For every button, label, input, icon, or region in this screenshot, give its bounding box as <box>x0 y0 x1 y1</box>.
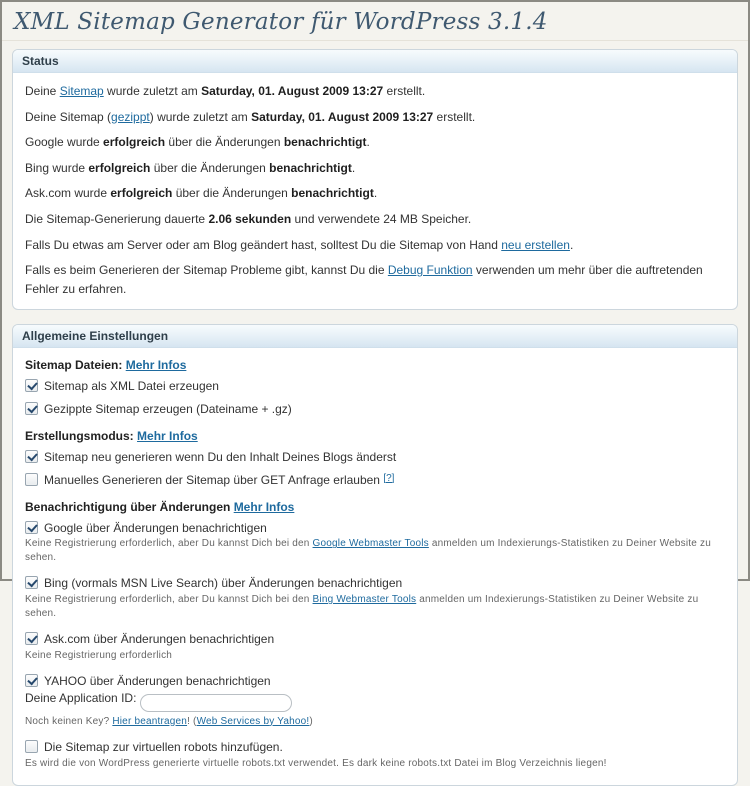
status-emph: erfolgreich <box>88 160 151 175</box>
general-settings-header: Allgemeine Einstellungen <box>13 325 737 348</box>
status-emph: benachrichtigt <box>291 186 374 201</box>
status-text: verwenden um mehr über die auftretenden Fehler zu erfahren. <box>25 263 703 296</box>
google-webmaster-tools-link[interactable]: Google Webmaster Tools <box>312 538 429 550</box>
status-text: erstellt. <box>433 109 476 124</box>
status-text: über die Änderungen <box>150 160 270 175</box>
sitemap-link[interactable]: Sitemap <box>59 84 104 98</box>
robots-note: Es wird die von WordPress generierte virtuelle robots.txt verwendet. Es dark keine robots.txt Datei im Blog Verzeichnis liegen! <box>25 757 607 769</box>
xml-checkbox[interactable] <box>25 379 38 392</box>
status-date: Saturday, 01. August 2009 13:27 <box>251 109 434 124</box>
status-panel-header: Status <box>13 50 737 73</box>
status-text: Bing wurde <box>25 160 89 175</box>
debug-funktion-link[interactable]: Debug Funktion <box>387 263 473 278</box>
note-text: ! ( <box>187 715 197 727</box>
sitemap-files-heading <box>25 358 725 372</box>
note-text: ) <box>309 715 313 727</box>
mehr-infos-link-build[interactable]: Mehr Infos <box>137 428 198 443</box>
application-id-input[interactable] <box>140 694 292 712</box>
application-id-row <box>25 691 725 712</box>
status-line-bing <box>25 159 725 178</box>
build-mode-heading <box>25 429 725 443</box>
status-line-sitemap-gz <box>25 108 725 127</box>
yahoo-key-note <box>25 715 725 729</box>
gzip-checkbox-label: Gezippte Sitemap erzeugen (Dateiname + .gz) <box>44 402 292 417</box>
note-text: anmelden um Indexierungs-Statistiken zu Deiner Website zu sehen. <box>25 594 699 620</box>
auto-rebuild-row <box>25 449 725 466</box>
status-line-google <box>25 133 725 152</box>
note-text: Keine Registrierung erforderlich, aber Du kannst Dich bei den <box>25 594 313 606</box>
google-notify-checkbox[interactable] <box>25 521 38 534</box>
status-text: wurde zuletzt am <box>103 84 202 98</box>
status-text: . <box>373 186 378 201</box>
note-text: anmelden um Indexierungs-Statistiken zu Deiner Website zu sehen. <box>25 538 711 564</box>
yahoo-web-services-link[interactable]: Web Services by Yahoo! <box>196 715 310 727</box>
status-emph: benachrichtigt <box>283 135 367 150</box>
status-line-sitemap <box>25 82 725 101</box>
status-emph: erfolgreich <box>103 135 166 150</box>
get-help-link[interactable]: [?] <box>383 472 395 484</box>
notify-heading <box>25 500 725 514</box>
status-text: . <box>569 237 574 252</box>
general-settings-content <box>13 348 737 784</box>
general-settings-panel <box>12 324 738 785</box>
robots-checkbox[interactable] <box>25 740 38 753</box>
status-text: erstellt. <box>383 84 426 98</box>
bing-notify-label: Bing (vormals MSN Live Search) über Änderungen benachrichtigen <box>44 576 403 591</box>
google-notify-row <box>25 520 725 537</box>
bing-notify-row <box>25 575 725 592</box>
status-text: Ask.com wurde <box>25 186 111 201</box>
yahoo-notify-checkbox[interactable] <box>25 674 38 687</box>
status-text: über die Änderungen <box>165 135 284 150</box>
gzip-file-row <box>25 401 725 418</box>
robots-row <box>25 739 725 756</box>
status-line-generation <box>25 210 725 229</box>
mehr-infos-link-files[interactable]: Mehr Infos <box>125 358 187 373</box>
xml-file-row <box>25 378 725 395</box>
ask-notify-label: Ask.com über Änderungen benachrichtigen <box>44 632 275 647</box>
robots-label: Die Sitemap zur virtuellen robots hinzufügen. <box>44 739 283 754</box>
application-id-label: Deine Application ID: <box>25 690 137 705</box>
status-text: Deine Sitemap ( <box>25 109 112 124</box>
status-panel-content <box>13 73 737 309</box>
note-text: Keine Registrierung erforderlich, aber Du kannst Dich bei den <box>25 538 313 550</box>
status-text: Deine <box>25 84 60 98</box>
auto-rebuild-label: Sitemap neu generieren wenn Du den Inhalt Deines Blogs änderst <box>44 449 397 464</box>
note-text: Noch keinen Key? <box>25 715 113 727</box>
heading-label: Benachrichtigung über Änderungen <box>25 499 231 514</box>
bing-notify-note <box>25 593 725 621</box>
gezippt-link[interactable]: gezippt <box>111 109 150 124</box>
status-line-rebuild <box>25 236 725 255</box>
status-date: Saturday, 01. August 2009 13:27 <box>201 84 384 98</box>
status-text: und verwendete 24 MB Speicher. <box>291 211 472 226</box>
manual-build-label: Manuelles Generieren der Sitemap über GET Anfrage erlauben <box>44 472 384 487</box>
google-notify-label: Google über Änderungen benachrichtigen <box>44 520 267 535</box>
status-text: Die Sitemap-Generierung dauerte <box>25 211 209 226</box>
status-panel <box>12 49 738 310</box>
title-bar <box>2 2 748 41</box>
xml-checkbox-label: Sitemap als XML Datei erzeugen <box>44 379 219 394</box>
yahoo-notify-row <box>25 673 725 690</box>
neu-erstellen-link[interactable]: neu erstellen <box>501 237 570 252</box>
page-title: XML Sitemap Generator für WordPress 3.1.4 <box>14 9 548 35</box>
ask-notify-note: Keine Registrierung erforderlich <box>25 649 173 661</box>
status-text: . <box>366 135 370 150</box>
mehr-infos-link-notify[interactable]: Mehr Infos <box>233 499 295 514</box>
status-emph: erfolgreich <box>110 186 173 201</box>
hier-beantragen-link[interactable]: Hier beantragen <box>112 715 188 727</box>
status-text: ) wurde zuletzt am <box>149 109 252 124</box>
manual-build-checkbox[interactable] <box>25 473 38 486</box>
status-duration: 2.06 sekunden <box>208 211 292 226</box>
ask-notify-checkbox[interactable] <box>25 632 38 645</box>
status-line-debug <box>25 261 725 298</box>
bing-notify-checkbox[interactable] <box>25 576 38 589</box>
status-text: . <box>351 160 356 175</box>
ask-notify-row <box>25 631 725 648</box>
status-text: über die Änderungen <box>172 186 292 201</box>
status-emph: benachrichtigt <box>269 160 352 175</box>
auto-rebuild-checkbox[interactable] <box>25 450 38 463</box>
yahoo-notify-label: YAHOO über Änderungen benachrichtigen <box>44 673 271 688</box>
status-text: Falls es beim Generieren der Sitemap Probleme gibt, kannst Du die <box>25 263 388 278</box>
status-line-ask <box>25 184 725 203</box>
status-text: Falls Du etwas am Server oder am Blog geändert hast, solltest Du die Sitemap von Hand <box>25 237 502 252</box>
status-text: Google wurde <box>25 135 104 150</box>
manual-build-row <box>25 472 725 489</box>
heading-label: Sitemap Dateien: <box>25 358 123 373</box>
heading-label: Erstellungsmodus: <box>25 428 134 443</box>
google-notify-note <box>25 537 725 565</box>
gzip-checkbox[interactable] <box>25 402 38 415</box>
bing-webmaster-tools-link[interactable]: Bing Webmaster Tools <box>312 594 417 606</box>
